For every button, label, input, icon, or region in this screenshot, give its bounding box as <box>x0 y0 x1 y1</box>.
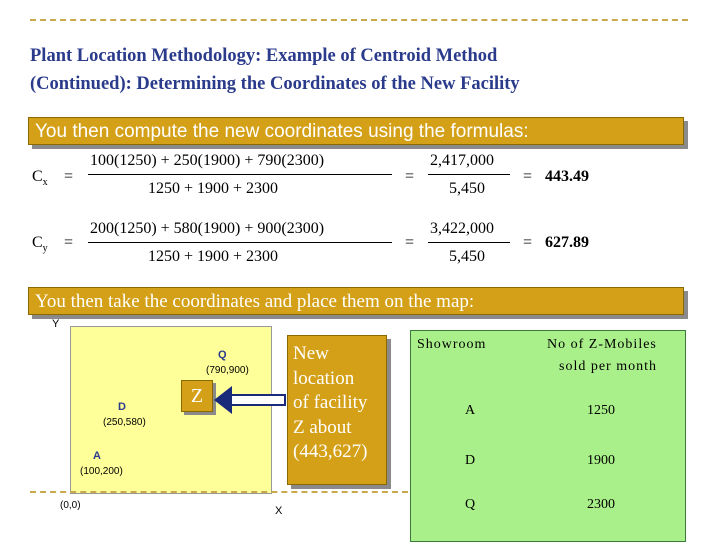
cy-equals-2: = <box>405 234 415 251</box>
cy-equals-3: = <box>523 234 533 251</box>
cy-equals: = <box>64 234 74 251</box>
formula-banner: You then compute the new coordinates using the formulas: <box>28 117 684 145</box>
col-header-sold-line-1: No of Z-Mobiles <box>547 337 657 352</box>
table-row-a-showroom: A <box>465 403 476 418</box>
point-q-label: Q <box>218 349 227 361</box>
cx-denominator-2: 5,450 <box>449 180 485 197</box>
point-d-label: D <box>118 401 126 413</box>
cx-fraction-bar-2 <box>428 174 510 175</box>
cy-denominator-2: 5,450 <box>449 248 485 265</box>
cy-numerator: 200(1250) + 580(1900) + 900(2300) <box>90 220 325 237</box>
cx-numerator: 100(1250) + 250(1900) + 790(2300) <box>90 152 325 169</box>
map-banner: You then take the coordinates and place them on the map: <box>28 287 684 315</box>
cx-fraction-bar <box>88 174 392 175</box>
top-dashed-rule <box>30 19 688 21</box>
table-row-d-sold: 1900 <box>587 453 615 468</box>
callout-line: location <box>293 367 355 389</box>
cy-fraction-bar-2 <box>428 242 510 243</box>
point-a-label: A <box>93 450 101 462</box>
cy-denominator: 1250 + 1900 + 2300 <box>148 248 279 265</box>
origin-label: (0,0) <box>60 500 81 511</box>
cx-numerator-2: 2,417,000 <box>430 152 494 169</box>
point-q-coords: (790,900) <box>206 365 249 376</box>
cx-result: 443.49 <box>545 168 589 185</box>
cy-numerator-2: 3,422,000 <box>430 220 494 237</box>
cx-label <box>32 168 48 186</box>
cx-letter: C <box>32 168 43 185</box>
cy-letter: C <box>32 234 43 251</box>
cy-fraction-bar <box>88 242 392 243</box>
showroom-table <box>410 330 686 542</box>
table-row-q-sold: 2300 <box>587 497 615 512</box>
table-row-q-showroom: Q <box>465 497 476 512</box>
y-axis-label: Y <box>52 318 60 330</box>
slide-title <box>30 42 710 98</box>
cx-equals: = <box>64 168 74 185</box>
callout-line: Z about <box>293 416 352 438</box>
callout-line: (443,627) <box>293 441 368 462</box>
cy-result: 627.89 <box>545 234 589 251</box>
col-header-sold-line-2: sold per month <box>559 359 657 374</box>
arrow-left-icon <box>214 386 286 414</box>
callout-line: New <box>293 343 329 364</box>
slide-title-line-2: (Continued): Determining the Coordinates of the New Facility <box>30 74 520 94</box>
cx-equals-2: = <box>405 168 415 185</box>
cx-denominator: 1250 + 1900 + 2300 <box>148 180 279 197</box>
facility-z-marker: Z <box>181 380 213 412</box>
callout-line: of facility <box>293 392 368 413</box>
cy-subscript: y <box>42 243 48 254</box>
new-location-callout <box>287 335 387 485</box>
cx-equals-3: = <box>523 168 533 185</box>
point-d-coords: (250,580) <box>103 417 146 428</box>
col-header-showroom: Showroom <box>417 337 487 352</box>
cx-subscript: x <box>42 177 48 188</box>
cy-label <box>32 234 48 252</box>
bottom-dashed-rule <box>30 491 408 493</box>
x-axis-label: X <box>275 505 283 517</box>
point-a-coords: (100,200) <box>80 466 123 477</box>
table-row-d-showroom: D <box>465 453 476 468</box>
table-row-a-sold: 1250 <box>587 403 615 418</box>
slide-title-line-1: Plant Location Methodology: Example of Centroid Method <box>30 46 498 66</box>
